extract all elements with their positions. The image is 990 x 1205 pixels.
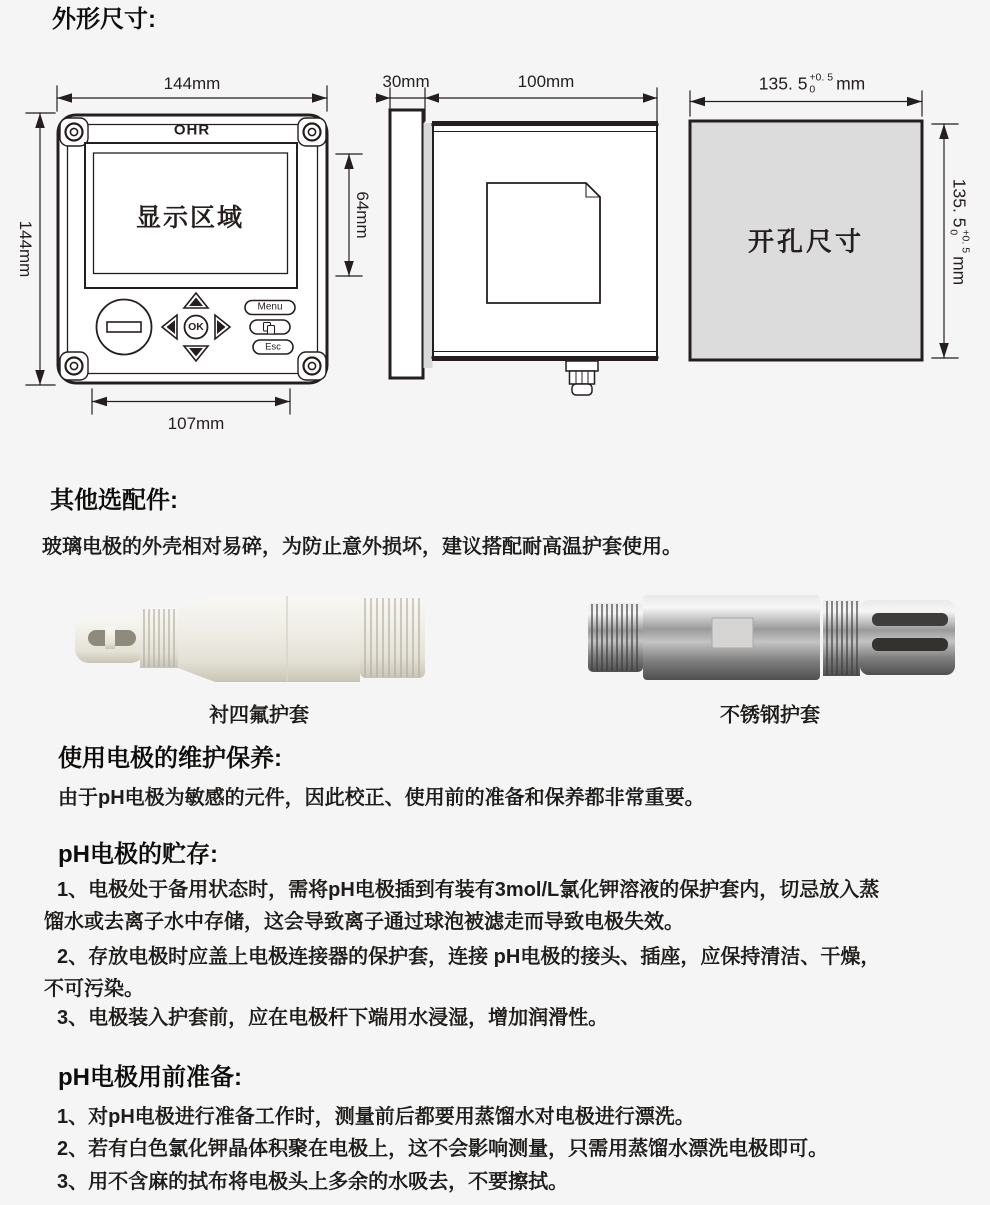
ptfe-sleeve-caption: 衬四氟护套 (209, 704, 309, 727)
front-height-dimension-label: 144mm (16, 220, 35, 278)
stainless-sleeve-image (585, 580, 965, 690)
front-width-dimension-label: 144mm (163, 74, 221, 93)
side-label-sticker (487, 183, 600, 303)
corner-screw-icon (60, 118, 88, 146)
cutout-width-tolerance: +0. 5 0 (809, 71, 834, 95)
esc-button-label: Esc (265, 341, 281, 353)
side-body-depth-label: 100mm (517, 72, 575, 91)
storage-item-3: 3、电极装入护套前，应在电极杆下端用水浸湿，增加润滑性。 (57, 1007, 609, 1029)
stainless-sleeve-caption: 不锈钢护套 (720, 704, 820, 727)
cutout-width-dimension-label (759, 72, 865, 95)
accessories-description: 玻璃电极的外壳相对易碎，为防止意外损坏，建议搭配耐高温护套使用。 (42, 536, 682, 558)
storage-heading: pH电极的贮存: (58, 841, 218, 868)
preparation-item-2: 2、若有白色氯化钾晶体积聚在电极上，这不会影响测量，只需用蒸馏水漂洗电极即可。 (57, 1138, 829, 1160)
preparation-item-1: 1、对pH电极进行准备工作时，测量前后都要用蒸馏水对电极进行漂洗。 (57, 1106, 695, 1128)
cutout-height-dimension-label (947, 179, 970, 285)
round-port (97, 300, 152, 355)
corner-screw-icon (298, 352, 326, 380)
front-bottom-dimension (92, 389, 290, 414)
maintenance-description: 由于pH电极为敏感的元件，因此校正、使用前的准备和保养都非常重要。 (58, 787, 705, 809)
cutout-height-value: 135. 5 (949, 178, 970, 228)
storage-item-1: 1、电极处于备用状态时，需将pH电极插到有装有3mol/L氯化钾溶液的保护套内，切忌放入蒸馏水或去离子水中存储，这会导致离子通过球泡被滤走而导致电极失效。 (44, 879, 880, 933)
cable-gland (566, 361, 598, 395)
cutout-height-tolerance: +0. 5 0 (948, 229, 972, 254)
ok-button-label: OK (188, 321, 204, 333)
preparation-heading: pH电极用前准备: (58, 1064, 242, 1091)
side-bezel-depth-label: 30mm (382, 72, 430, 91)
ptfe-sleeve-image (40, 578, 440, 698)
menu-button-label: Menu (257, 301, 283, 313)
front-bottom-width-dimension-label: 107mm (167, 414, 225, 433)
cutout-width-value: 135. 5 (758, 73, 808, 94)
cutout-height-unit: mm (949, 256, 970, 286)
dimensions-heading: 外形尺寸: (52, 6, 156, 33)
preparation-item-3: 3、用不含麻的拭布将电极头上多余的水吸去，不要擦拭。 (57, 1171, 569, 1193)
display-height-dimension-label: 64mm (353, 191, 372, 239)
brand-logo: OHR (173, 121, 211, 139)
corner-screw-icon (60, 352, 88, 380)
maintenance-heading: 使用电极的维护保养: (58, 745, 282, 772)
corner-screw-icon (298, 118, 326, 146)
side-view-drawing (376, 88, 657, 395)
cutout-width-unit: mm (836, 73, 866, 94)
cutout-size-label: 开孔尺寸 (747, 227, 865, 258)
display-area-label: 显示区域 (135, 203, 245, 232)
accessories-heading: 其他选配件: (50, 487, 178, 514)
storage-item-2: 2、存放电极时应盖上电极连接器的保护套，连接 pH电极的接头、插座，应保持清洁、干燥，不可污染。 (44, 946, 881, 1000)
